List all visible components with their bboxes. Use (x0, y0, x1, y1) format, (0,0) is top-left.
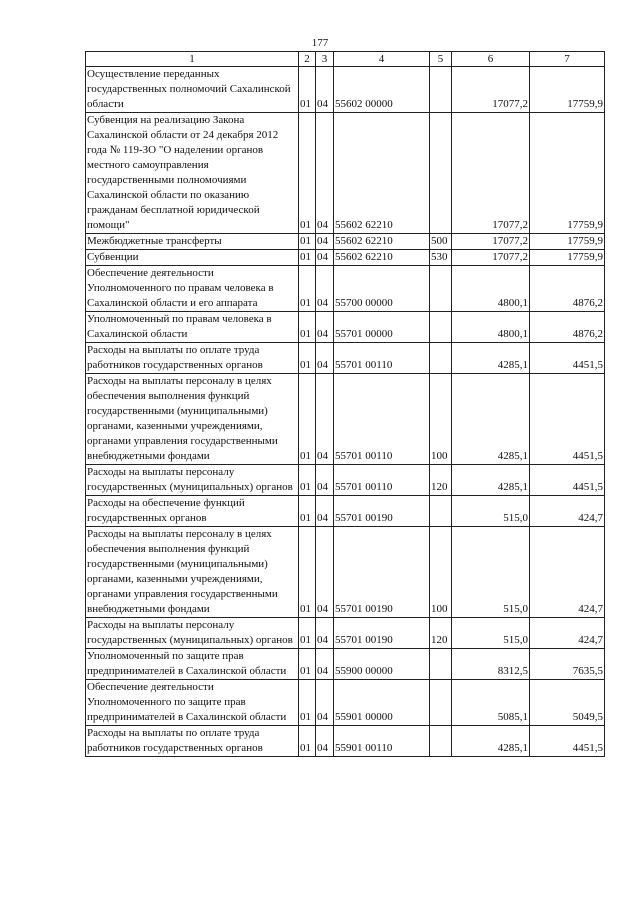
row-amount-col6: 5085,1 (452, 680, 530, 726)
row-amount-col6: 8312,5 (452, 649, 530, 680)
table-row (86, 312, 605, 343)
row-target-article: 55602 62210 (334, 113, 430, 234)
row-section: 01 (299, 726, 316, 757)
table-row (86, 649, 605, 680)
row-target-article: 55901 00110 (334, 726, 430, 757)
row-expense-type: 500 (430, 234, 452, 250)
row-amount-col7: 17759,9 (530, 234, 605, 250)
row-amount-col6: 4285,1 (452, 374, 530, 465)
header-col-5: 5 (430, 52, 452, 67)
row-name: Обеспечение деятельности Уполномоченного по защите прав предпринимателей в Сахалинской области (86, 680, 299, 726)
row-section: 01 (299, 343, 316, 374)
row-target-article: 55701 00000 (334, 312, 430, 343)
row-amount-col7: 424,7 (530, 496, 605, 527)
row-expense-type (430, 67, 452, 113)
table-row (86, 496, 605, 527)
row-amount-col7: 4451,5 (530, 465, 605, 496)
row-amount-col7: 4876,2 (530, 266, 605, 312)
row-amount-col7: 4451,5 (530, 374, 605, 465)
row-expense-type: 120 (430, 465, 452, 496)
row-subsection: 04 (316, 343, 334, 374)
header-col-7: 7 (530, 52, 605, 67)
row-subsection: 04 (316, 266, 334, 312)
row-name: Субвенции (86, 250, 299, 266)
row-amount-col6: 515,0 (452, 496, 530, 527)
row-amount-col6: 17077,2 (452, 234, 530, 250)
row-subsection: 04 (316, 465, 334, 496)
row-name: Расходы на выплаты по оплате труда работников государственных органов (86, 726, 299, 757)
row-name: Уполномоченный по защите прав предпринимателей в Сахалинской области (86, 649, 299, 680)
row-expense-type (430, 113, 452, 234)
row-target-article: 55602 62210 (334, 250, 430, 266)
row-target-article: 55701 00110 (334, 343, 430, 374)
row-expense-type (430, 726, 452, 757)
row-amount-col6: 4800,1 (452, 266, 530, 312)
row-target-article: 55701 00190 (334, 527, 430, 618)
row-subsection: 04 (316, 680, 334, 726)
table-row (86, 343, 605, 374)
table-row (86, 527, 605, 618)
row-subsection: 04 (316, 649, 334, 680)
row-subsection: 04 (316, 618, 334, 649)
row-subsection: 04 (316, 374, 334, 465)
row-target-article: 55701 00110 (334, 374, 430, 465)
row-expense-type: 100 (430, 527, 452, 618)
row-name: Расходы на выплаты персоналу в целях обеспечения выполнения функций государственными (муниципальными) органами, казенными учреждениями, органами управления государственными внебюджетными фондами (86, 527, 299, 618)
row-subsection: 04 (316, 726, 334, 757)
table-row (86, 726, 605, 757)
row-target-article: 55701 00190 (334, 496, 430, 527)
table-header-row (86, 52, 605, 67)
row-target-article: 55700 00000 (334, 266, 430, 312)
table-row (86, 266, 605, 312)
row-amount-col7: 4876,2 (530, 312, 605, 343)
table-row (86, 234, 605, 250)
header-col-6: 6 (452, 52, 530, 67)
row-name: Уполномоченный по правам человека в Сахалинской области (86, 312, 299, 343)
row-amount-col7: 4451,5 (530, 343, 605, 374)
row-amount-col6: 4285,1 (452, 726, 530, 757)
row-section: 01 (299, 649, 316, 680)
row-section: 01 (299, 266, 316, 312)
row-target-article: 55901 00000 (334, 680, 430, 726)
table-row (86, 113, 605, 234)
row-target-article: 55602 62210 (334, 234, 430, 250)
table-row (86, 465, 605, 496)
table-row (86, 67, 605, 113)
row-amount-col6: 515,0 (452, 527, 530, 618)
row-expense-type (430, 680, 452, 726)
table-row (86, 618, 605, 649)
table-row (86, 374, 605, 465)
row-section: 01 (299, 527, 316, 618)
row-section: 01 (299, 113, 316, 234)
row-expense-type (430, 312, 452, 343)
row-amount-col7: 17759,9 (530, 67, 605, 113)
row-amount-col7: 424,7 (530, 527, 605, 618)
row-amount-col6: 17077,2 (452, 67, 530, 113)
row-expense-type (430, 496, 452, 527)
row-amount-col6: 17077,2 (452, 113, 530, 234)
row-amount-col6: 515,0 (452, 618, 530, 649)
row-subsection: 04 (316, 496, 334, 527)
row-amount-col7: 17759,9 (530, 113, 605, 234)
row-section: 01 (299, 312, 316, 343)
row-amount-col6: 17077,2 (452, 250, 530, 266)
row-name: Расходы на обеспечение функций государственных органов (86, 496, 299, 527)
row-amount-col7: 7635,5 (530, 649, 605, 680)
row-section: 01 (299, 67, 316, 113)
header-col-4: 4 (334, 52, 430, 67)
row-subsection: 04 (316, 113, 334, 234)
row-subsection: 04 (316, 250, 334, 266)
row-subsection: 04 (316, 312, 334, 343)
header-col-2: 2 (299, 52, 316, 67)
budget-table (85, 51, 605, 757)
row-name: Обеспечение деятельности Уполномоченного по правам человека в Сахалинской области и его аппарата (86, 266, 299, 312)
row-name: Расходы на выплаты персоналу государственных (муниципальных) органов (86, 465, 299, 496)
row-name: Расходы на выплаты персоналу в целях обеспечения выполнения функций государственными (муниципальными) органами, казенными учреждениями, органами управления государственными внебюджетными фондами (86, 374, 299, 465)
row-section: 01 (299, 374, 316, 465)
row-section: 01 (299, 465, 316, 496)
row-name: Расходы на выплаты по оплате труда работников государственных органов (86, 343, 299, 374)
header-col-3: 3 (316, 52, 334, 67)
row-target-article: 55602 00000 (334, 67, 430, 113)
row-amount-col6: 4285,1 (452, 465, 530, 496)
row-name: Субвенция на реализацию Закона Сахалинской области от 24 декабря 2012 года № 119-ЗО "О наделении органов местного самоуправления государственными полномочиями Сахалинской области по оказанию гражданам бесплатной юридической помощи" (86, 113, 299, 234)
row-section: 01 (299, 618, 316, 649)
row-expense-type: 530 (430, 250, 452, 266)
row-target-article: 55900 00000 (334, 649, 430, 680)
table-row (86, 250, 605, 266)
row-target-article: 55701 00110 (334, 465, 430, 496)
row-subsection: 04 (316, 527, 334, 618)
row-amount-col7: 17759,9 (530, 250, 605, 266)
row-section: 01 (299, 496, 316, 527)
row-subsection: 04 (316, 234, 334, 250)
row-amount-col7: 4451,5 (530, 726, 605, 757)
row-target-article: 55701 00190 (334, 618, 430, 649)
row-subsection: 04 (316, 67, 334, 113)
row-name: Расходы на выплаты персоналу государственных (муниципальных) органов (86, 618, 299, 649)
row-expense-type (430, 343, 452, 374)
page-number: 177 (311, 37, 329, 49)
row-expense-type (430, 266, 452, 312)
row-name: Осуществление переданных государственных полномочий Сахалинской области (86, 67, 299, 113)
row-expense-type: 120 (430, 618, 452, 649)
table-row (86, 680, 605, 726)
row-amount-col6: 4800,1 (452, 312, 530, 343)
row-section: 01 (299, 680, 316, 726)
row-expense-type (430, 649, 452, 680)
row-name: Межбюджетные трансферты (86, 234, 299, 250)
row-amount-col7: 424,7 (530, 618, 605, 649)
row-section: 01 (299, 250, 316, 266)
row-expense-type: 100 (430, 374, 452, 465)
row-section: 01 (299, 234, 316, 250)
row-amount-col7: 5049,5 (530, 680, 605, 726)
row-amount-col6: 4285,1 (452, 343, 530, 374)
header-col-1: 1 (86, 52, 299, 67)
